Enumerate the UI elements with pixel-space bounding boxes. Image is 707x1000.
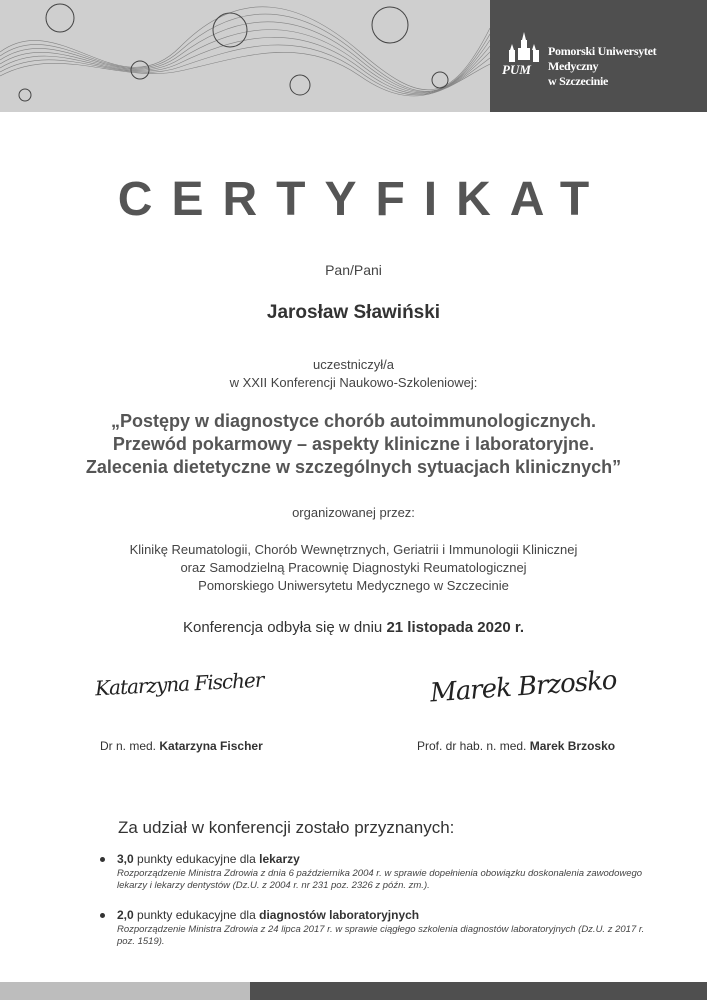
organizers bbox=[0, 541, 707, 595]
date-value: 21 listopada 2020 r. bbox=[386, 619, 525, 636]
university-name-line1: Pomorski Uniwersytet Medyczny bbox=[548, 44, 657, 73]
right-signatory-name: Marek Brzosko bbox=[529, 739, 616, 753]
left-signature: Katarzyna Fischer bbox=[94, 667, 264, 701]
award-target: diagnostów laboratoryjnych bbox=[259, 908, 420, 922]
participation-text: uczestniczył/a bbox=[313, 357, 394, 372]
logo-letters: PUM bbox=[502, 62, 531, 77]
awards-heading: Za udział w konferencji zostało przyznanych: bbox=[118, 818, 455, 837]
award-item-doctors bbox=[100, 852, 660, 892]
certificate-title: CERTYFIKAT bbox=[117, 173, 609, 226]
award-points: 3,0 bbox=[117, 852, 134, 866]
organizer-line-3: Pomorskiego Uniwersytetu Medycznego w Szczecinie bbox=[198, 578, 509, 593]
organizer-line-1: Klinikę Reumatologii, Chorób Wewnętrznych, Geriatrii i Immunologii Klinicznej bbox=[129, 542, 578, 557]
header-band bbox=[0, 0, 707, 112]
university-logo-area bbox=[490, 0, 707, 112]
topic-line-3: Zalecenia dietetyczne w szczególnych sytuacjach klinicznych” bbox=[85, 457, 622, 477]
award-text: punkty edukacyjne dla bbox=[133, 852, 260, 866]
award-legal-note: Rozporządzenie Ministra Zdrowia z 24 lipca 2017 r. w sprawie ciągłego szkolenia diagnostów laboratoryjnych (Dz.U. z 2017 r. poz. 1519). bbox=[117, 924, 645, 947]
award-legal-note: Rozporządzenie Ministra Zdrowia z dnia 6 października 2004 r. w sprawie dopełnienia obowiązku doskonalenia zawodowego lekarzy i lekarzy dentystów (Dz.U. z 2004 r. nr 231 poz. 2326 z późn. zm.). bbox=[117, 868, 643, 891]
award-points: 2,0 bbox=[117, 908, 134, 922]
left-signatory-name: Katarzyna Fischer bbox=[159, 739, 263, 753]
bullet-icon bbox=[100, 913, 105, 918]
conference-line: w XXII Konferencji Naukowo-Szkoleniowej: bbox=[229, 375, 478, 390]
right-signatory-title: Prof. dr hab. n. med. bbox=[417, 739, 530, 753]
left-signatory-title: Dr n. med. bbox=[100, 739, 160, 753]
organizer-line-2: oraz Samodzielną Pracownię Diagnostyki Reumatologicznej bbox=[180, 560, 527, 575]
conference-date bbox=[0, 619, 707, 636]
right-signatory bbox=[417, 739, 615, 753]
date-prefix: Konferencja odbyła się w dniu bbox=[182, 619, 387, 636]
salutation: Pan/Pani bbox=[325, 262, 382, 278]
conference-topic bbox=[0, 410, 707, 479]
right-signature: Marek Brzosko bbox=[429, 665, 618, 709]
organized-by-label: organizowanej przez: bbox=[292, 505, 415, 520]
footer-band-accent bbox=[0, 982, 250, 1000]
award-text: punkty edukacyjne dla bbox=[133, 908, 260, 922]
award-main-text bbox=[117, 852, 300, 866]
left-signatory bbox=[100, 739, 263, 753]
decorative-wave-graphic bbox=[0, 0, 490, 112]
award-target: lekarzy bbox=[259, 852, 300, 866]
university-name bbox=[548, 44, 707, 89]
topic-line-1: „Postępy w diagnostyce chorób autoimmunologicznych. bbox=[110, 411, 597, 431]
university-name-line2: w Szczecinie bbox=[548, 74, 609, 88]
recipient-name: Jarosław Sławiński bbox=[266, 302, 441, 323]
award-item-lab-diagnosticians bbox=[100, 908, 660, 948]
bullet-icon bbox=[100, 857, 105, 862]
award-main-text bbox=[117, 908, 419, 922]
topic-line-2: Przewód pokarmowy – aspekty kliniczne i laboratoryjne. bbox=[112, 434, 595, 454]
